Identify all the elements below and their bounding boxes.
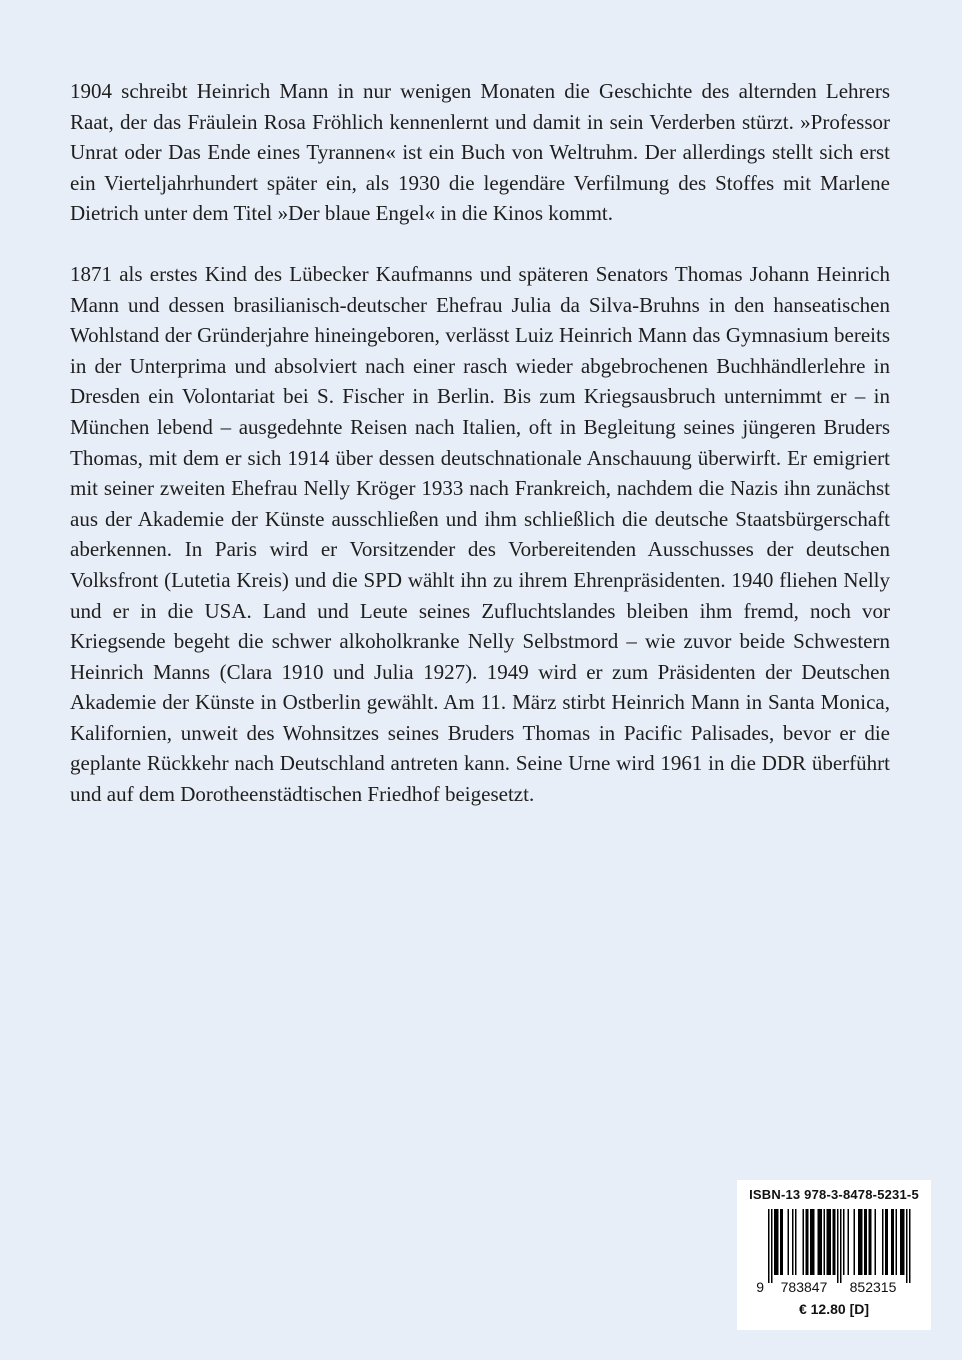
barcode-bar	[887, 1209, 889, 1275]
barcode-bar	[882, 1209, 884, 1275]
blurb-paragraph-2: 1871 als erstes Kind des Lübecker Kaufmanns und späteren Senators Thomas Johann Heinrich Mann und dessen brasilianisch-deutscher Ehefrau Julia da Silva-Bruhns in den hanseatischen Wohlstand der Gründerjahre hineingeboren, verlässt Luiz Heinrich Mann das Gymnasium bereits in der Unterprima und absolviert nach einer rasch wieder abgebrochenen Buchhändlerlehre in Dresden ein Volontariat bei S. Fischer in Berlin. Bis zum Kriegsausbruch unternimmt er – in München lebend – ausgedehnte Reisen nach Italien, oft in Begleitung seines jüngeren Bruders Thomas, mit dem er sich 1914 über dessen deutschnationale Anschauung überwirft. Er emigriert mit seiner zweiten Ehefrau Nelly Kröger 1933 nach Frankreich, nachdem die Nazis ihn zunächst aus der Akademie der Künste ausschließen und ihm schließlich die deutsche Staatsbürgerschaft aberkennen. In Paris wird er Vorsitzender des Vorbereitenden Ausschusses der deutschen Volksfront (Lutetia Kreis) und die SPD wählt ihn zu ihrem Ehrenpräsidenten. 1940 fliehen Nelly und er in die USA. Land und Leute seines Zufluchtslandes bleiben ihm fremd, noch vor Kriegsende begeht die schwer alkoholkranke Nelly Selbstmord – wie zuvor beide Schwestern Heinrich Manns (Clara 1910 und Julia 1927). 1949 wird er zum Präsidenten der Deutschen Akademie der Künste in Ostberlin gewählt. Am 11. März stirbt Heinrich Mann in Santa Monica, Kalifornien, unweit des Wohnsitzes seines Bruders Thomas in Pacific Palisades, bevor er die geplante Rückkehr nach Deutschland antreten kann. Seine Urne wird 1961 in die DDR überführt und auf dem Dorotheenstädtischen Friedhof beigesetzt.	[70, 261, 890, 807]
barcode-bar	[870, 1209, 872, 1275]
barcode-bar	[828, 1209, 830, 1275]
barcode-bar	[795, 1209, 797, 1275]
barcode-bar	[864, 1209, 866, 1275]
price-label: € 12.80 [D]	[798, 1301, 870, 1317]
barcode-bar	[833, 1209, 835, 1275]
barcode-bar	[818, 1209, 820, 1275]
barcode-bar	[854, 1209, 856, 1275]
barcode-bar	[776, 1209, 778, 1275]
barcode-bar	[771, 1209, 773, 1283]
barcode-bar	[777, 1209, 779, 1275]
barcode-bar	[875, 1209, 877, 1275]
back-cover-blurb	[70, 76, 890, 810]
barcode-bar	[891, 1209, 893, 1275]
barcode-bar	[896, 1209, 898, 1275]
barcode-bar	[860, 1209, 862, 1275]
barcode-bar	[869, 1209, 871, 1275]
blurb-paragraph-1: 1904 schreibt Heinrich Mann in nur wenigen Monaten die Geschichte des alternden Lehrers Raat, der das Fräulein Rosa Fröhlich kennenlernt und damit in sein Verderben stürzt. »Professor Unrat oder Das Ende eines Tyrannen« ist ein Buch von Weltruhm. Der allerdings stellt sich erst ein Vierteljahrhundert später ein, als 1930 die legendäre Verfilmung des Stoffes mit Marlene Dietrich unter dem Titel »Der blaue Engel« in die Kinos kommt.	[70, 79, 890, 226]
barcode-bar	[900, 1209, 902, 1275]
barcode-bar	[906, 1209, 908, 1283]
barcode-bar	[840, 1209, 842, 1283]
barcode-bar	[792, 1209, 794, 1275]
barcode-bar	[774, 1209, 776, 1275]
barcode-bar	[834, 1209, 836, 1275]
barcode-bar	[858, 1209, 860, 1275]
barcode-bar	[827, 1209, 829, 1275]
barcode-bar	[843, 1209, 845, 1275]
barcode-bar	[893, 1209, 895, 1275]
barcode-bar	[788, 1209, 790, 1275]
barcode-bar	[807, 1209, 809, 1275]
barcode-bar	[885, 1209, 887, 1275]
barcode-bar	[848, 1209, 850, 1275]
barcode-digits-left: 783847	[780, 1279, 828, 1295]
barcode-bar	[803, 1209, 805, 1275]
barcode-bar	[866, 1209, 868, 1275]
barcode-bar	[782, 1209, 784, 1275]
barcode-bar	[903, 1209, 905, 1275]
barcode-bar	[821, 1209, 823, 1275]
isbn-barcode-label	[737, 1180, 931, 1330]
barcode-digits-right: 852315	[849, 1279, 897, 1295]
barcode-bar	[837, 1209, 839, 1283]
barcode-bar	[830, 1209, 832, 1275]
barcode-bar	[768, 1209, 770, 1283]
barcode-bar	[902, 1209, 904, 1275]
barcode-bar	[806, 1209, 808, 1275]
barcode-bar	[812, 1209, 814, 1275]
isbn-number: ISBN-13 978-3-8478-5231-5	[749, 1187, 919, 1202]
barcode-bar	[824, 1209, 826, 1275]
barcode-bar	[780, 1209, 782, 1275]
barcode-bar	[819, 1209, 821, 1275]
ean13-barcode	[756, 1209, 914, 1297]
barcode-bar	[861, 1209, 863, 1275]
barcode-digit-lead: 9	[756, 1279, 764, 1295]
barcode-bar	[909, 1209, 911, 1283]
barcode-bar	[810, 1209, 812, 1275]
barcode-bar	[813, 1209, 815, 1275]
